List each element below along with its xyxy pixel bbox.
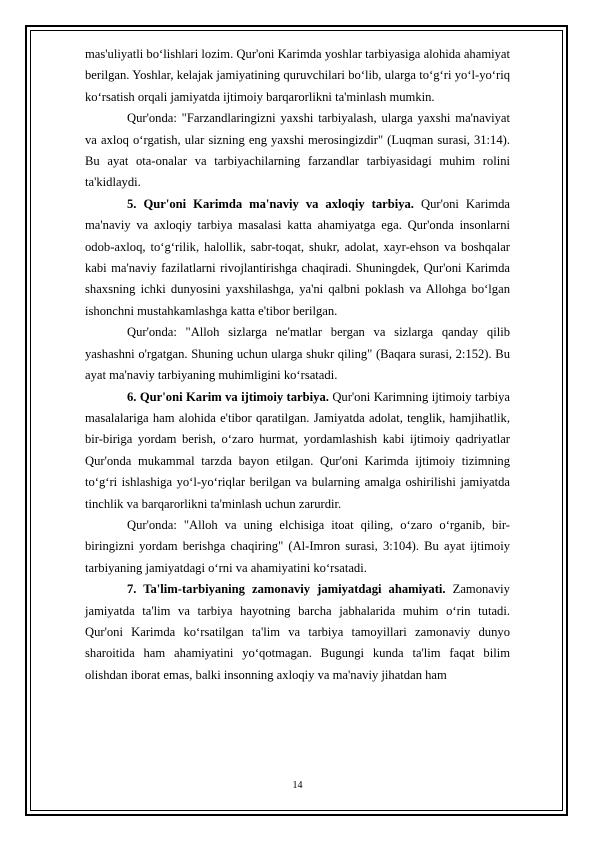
paragraph-text: Qur'onda: "Alloh sizlarga ne'matlar bergan va sizlarga qanday qilib yashashni o'rgatgan. Shuning uchun ularga shukr qiling" (Baqara surasi, 2:152). Bu ayat ma'naviy tarbiyaning muhimligini ko‘rsatadi.: [85, 325, 510, 383]
paragraph-text: Qur'onda: "Alloh va uning elchisiga itoat qiling, o‘zaro o‘rganib, bir-biringizni yordam berishga chaqiring" (Al-Imron surasi, 3:104). Bu ayat ijtimoiy tarbiyaning jamiyatdagi o‘rni va ahamiyatini ko‘rsatadi.: [85, 517, 510, 575]
paragraph-continuation: [85, 44, 510, 108]
section-heading: 6. Qur'oni Karim va ijtimoiy tarbiya.: [127, 389, 329, 404]
section-7-modern-education: [85, 579, 510, 686]
paragraph-text: Qur'oni Karimning ijtimoiy tarbiya masalalariga ham alohida e'tibor qaratilgan. Jamiyatda adolat, tenglik, hamjihatlik, bir-biriga yordam berish, o‘zaro hurmat, yordamlashish kabi ijtimoiy qadriyatlar Qur'onda mukammal tarzda bayon etilgan. Qur'oni Karimda ijtimoiy tizimning to‘g‘ri ishlashiga yo‘l-yo‘riqlar berilgan va bularning amalga oshirilishi jamiyatda tinchlik va barqarorlikni ta'minlash uchun zarurdir.: [85, 389, 511, 511]
section-heading: 5. Qur'oni Karimda ma'naviy va axloqiy tarbiya.: [127, 196, 414, 211]
paragraph-text: Qur'oni Karimda ma'naviy va axloqiy tarbiya masalasi katta ahamiyatga ega. Qur'onda insonlarni odob-axloq, to‘g‘rilik, halollik, sabr-toqat, shukr, adolat, xayr-ehson va boshqalar kabi ma'naviy fazilatlarni rivojlantirishga chaqiradi. Shuningdek, Qur'oni Karimda shaxsning ichki dunyosini yaxshilashga, ya'ni qalbni poklash va Allohga bo‘lgan ishonchni mustahkamlashga katta e'tibor berilgan.: [85, 196, 510, 318]
paragraph-quote-luqman: [85, 108, 510, 194]
section-5-moral-education: [85, 194, 510, 322]
paragraph-quote-baqara: [85, 322, 510, 386]
paragraph-quote-al-imron: [85, 515, 510, 579]
paragraph-text: Zamonaviy jamiyatda ta'lim va tarbiya hayotning barcha jabhalarida muhim o‘rin tutadi. Qur'oni Karimda ko‘rsatilgan ta'lim va tarbiya tamoyillari zamonaviy dunyo sharoitida ham ahamiyatini yo‘qotmagan. Bugungi kunda ta'lim faqat bilim olishdan iborat emas, balki insonning axloqiy va ma'naviy jihatdan ham: [85, 582, 510, 682]
paragraph-text: Qur'onda: "Farzandlaringizni yaxshi tarbiyalash, ularga yaxshi ma'naviyat va axloq o‘rgatish, ular sizning eng yaxshi merosingizdir" (Luqman surasi, 31:14). Bu ayat ota-onalar va tarbiyachilarning farzandlar tarbiyasidagi muhim rolini ta'kidlaydi.: [85, 111, 510, 190]
section-heading: 7. Ta'lim-tarbiyaning zamonaviy jamiyatdagi ahamiyati.: [127, 582, 446, 597]
section-6-social-education: [85, 387, 510, 515]
page-number: 14: [292, 780, 303, 791]
document-body: [85, 44, 510, 686]
paragraph-text: mas'uliyatli bo‘lishlari lozim. Qur'oni Karimda yoshlar tarbiyasiga alohida ahamiyat berilgan. Yoshlar, kelajak jamiyatining quruvchilari bo‘lib, ularga to‘g‘ri yo‘l-yo‘riq ko‘rsatish orqali jamiyatda ijtimoiy barqarorlikni ta'minlash mumkin.: [85, 47, 510, 104]
